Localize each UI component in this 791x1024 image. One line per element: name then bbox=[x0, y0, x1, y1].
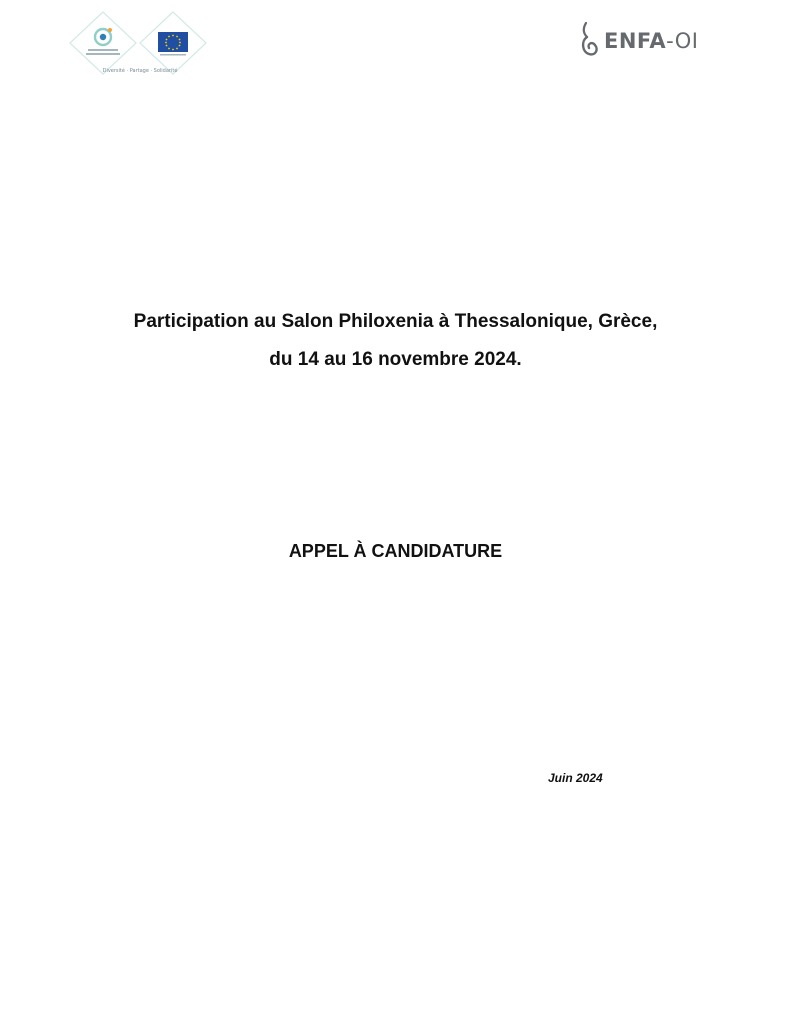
enfa-logo bbox=[577, 20, 697, 64]
document-title-line-1: Participation au Salon Philoxenia à Thessalonique, Grèce, bbox=[133, 311, 658, 332]
partner-logos bbox=[66, 8, 214, 78]
enfa-swirl-icon bbox=[577, 20, 603, 64]
call-for-applications-heading: APPEL À CANDIDATURE bbox=[288, 541, 503, 561]
enfa-brand-bold: ENFA bbox=[604, 29, 667, 53]
svg-text:Diversité · Partage · Soli: Diversité · Partage · Solidarité bbox=[102, 68, 178, 74]
enfa-brand-text bbox=[604, 29, 699, 53]
enfa-brand-suffix: -OI bbox=[666, 29, 699, 53]
eu-flag-icon bbox=[158, 32, 188, 56]
region-logo-icon bbox=[66, 8, 214, 78]
document-title-line-2: du 14 au 16 novembre 2024. bbox=[269, 349, 522, 370]
document-date: Juin 2024 bbox=[548, 771, 603, 785]
